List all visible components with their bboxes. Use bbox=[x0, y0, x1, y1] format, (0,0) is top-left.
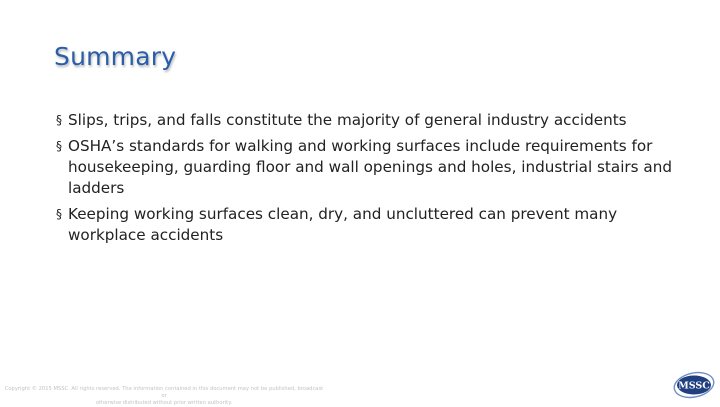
bullet-list bbox=[56, 110, 676, 251]
bullet-text: Keeping working surfaces clean, dry, and uncluttered can prevent many workplace accidents bbox=[68, 205, 618, 244]
bullet-text: Slips, trips, and falls constitute the majority of general industry accidents bbox=[68, 111, 627, 129]
bullet-marker: § bbox=[56, 207, 62, 221]
bullet-item bbox=[56, 204, 676, 246]
bullet-marker: § bbox=[56, 139, 62, 153]
slide-title: Summary bbox=[54, 42, 177, 71]
copyright-line: Copyright © 2015 MSSC. All rights reserved. The information contained in this document may not be published, broadcast or bbox=[4, 386, 324, 399]
bullet-item bbox=[56, 110, 676, 131]
logo-text: MSSC bbox=[678, 380, 710, 392]
mssc-logo bbox=[672, 370, 716, 400]
bullet-item bbox=[56, 136, 676, 199]
copyright-footer bbox=[4, 386, 324, 407]
copyright-line: otherwise distributed without prior written authority. bbox=[95, 400, 233, 406]
bullet-marker: § bbox=[56, 113, 62, 127]
bullet-text: OSHA’s standards for walking and working surfaces include requirements for housekeeping, guarding floor and wall openings and holes, industrial stairs and ladders bbox=[68, 137, 672, 197]
